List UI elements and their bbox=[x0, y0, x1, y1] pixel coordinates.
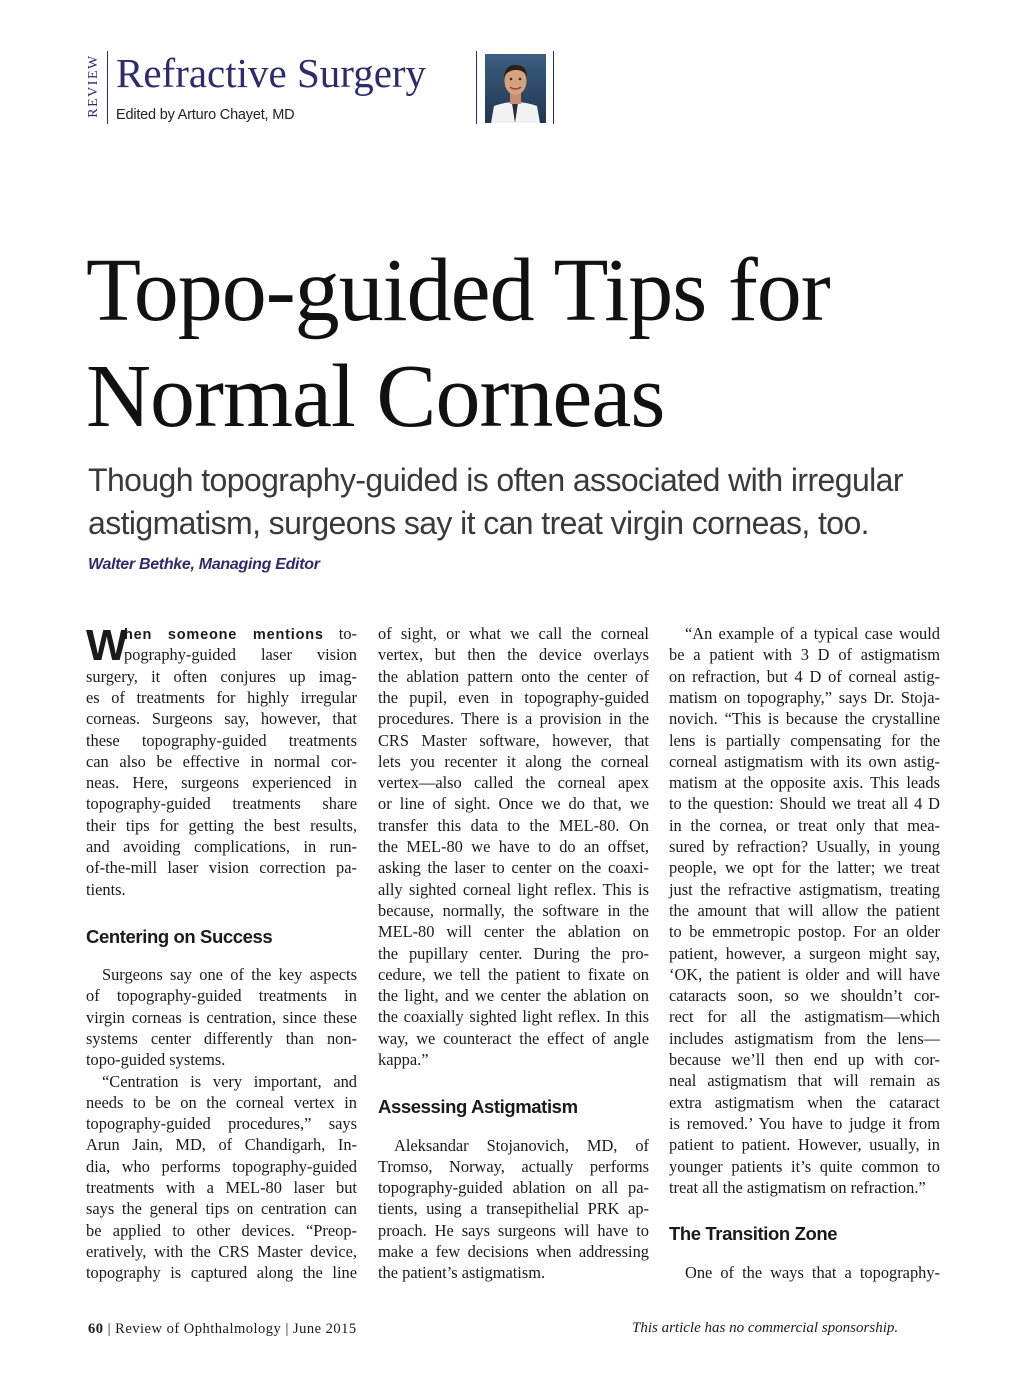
text-line: says the general tips on centration can bbox=[86, 1199, 357, 1219]
text-line: be applied to other devices. “Preop- bbox=[86, 1220, 357, 1240]
text-line: in the cornea, or treat only that mea- bbox=[669, 815, 940, 835]
text-line: the patient’s astigmatism. bbox=[378, 1263, 546, 1283]
text-line: younger patients it’s quite common to bbox=[669, 1156, 940, 1176]
text-line: way, we counteract the effect of angle bbox=[378, 1028, 649, 1048]
text-line: corneas. Surgeons say, however, that bbox=[86, 709, 357, 729]
text-line: be a patient with 3 D of astigmatism bbox=[669, 645, 940, 665]
text-line: just the refractive astigmatism, treating bbox=[669, 879, 940, 899]
text-line: topo-guided systems. bbox=[86, 1050, 226, 1070]
text-line: transfer this data to the MEL-80. On bbox=[378, 815, 649, 835]
text-line: the ablation pattern onto the center of bbox=[378, 666, 649, 686]
text-line: surgery, it often conjures up imag- bbox=[86, 666, 357, 686]
footer-separator: | bbox=[285, 1321, 289, 1337]
text-line: treatments with a MEL-80 laser but bbox=[86, 1178, 357, 1197]
text-line: “Centration is very important, and bbox=[102, 1071, 357, 1091]
intro-first-line bbox=[124, 623, 357, 645]
subhead-assessing: Assessing Astigmatism bbox=[378, 1096, 578, 1117]
text-line: Arun Jain, MD, of Chandigarh, In- bbox=[86, 1135, 357, 1155]
text-line: Surgeons say one of the key aspects bbox=[102, 965, 357, 984]
text-line: the light, and we center the ablation on bbox=[378, 986, 649, 1006]
text-line: virgin corneas is centration, since these bbox=[86, 1007, 357, 1027]
text-line: cataracts soon, so we shouldn’t cor- bbox=[669, 986, 940, 1006]
text-line: topography is captured along the line bbox=[86, 1263, 357, 1283]
footer-separator: | bbox=[107, 1321, 112, 1337]
review-label: REVIEW bbox=[86, 54, 101, 118]
text-line: CRS Master software, however, that bbox=[378, 730, 649, 750]
text-line: Aleksandar Stojanovich, MD, of bbox=[394, 1135, 649, 1155]
deck-line-2: astigmatism, surgeons say it can treat virgin corneas, too. bbox=[88, 505, 869, 541]
text-line: topography-guided procedures,” says bbox=[86, 1114, 357, 1134]
issue-date: June 2015 bbox=[292, 1321, 357, 1337]
byline: Walter Bethke, Managing Editor bbox=[88, 556, 320, 573]
text-line: es of treatments for highly irregular bbox=[86, 687, 357, 707]
text-line: is removed.’ You have to judge it from bbox=[669, 1113, 940, 1133]
text-line: matism on topography,” says Dr. Stoja- bbox=[669, 687, 940, 707]
subhead-transition: The Transition Zone bbox=[669, 1223, 838, 1244]
text-line: systems center differently than non- bbox=[86, 1028, 357, 1048]
text-line: the pupillary center. During the pro- bbox=[378, 943, 649, 963]
text-line: the pupil, even in topography-guided bbox=[378, 687, 649, 707]
header-divider-left bbox=[107, 51, 108, 124]
text-line: eratively, with the CRS Master device, bbox=[86, 1241, 357, 1261]
text-line: tients, using a transepithelial PRK ap- bbox=[378, 1199, 649, 1219]
drop-cap: W bbox=[86, 621, 128, 670]
text-line: sured by refraction? Usually, in young bbox=[669, 837, 940, 856]
text-line: of sight, or what we call the corneal bbox=[378, 624, 649, 643]
text-line: their tips for getting the best results, bbox=[86, 815, 357, 835]
subhead-centering: Centering on Success bbox=[86, 926, 273, 947]
text-line: or line of sight. Once we do that, we bbox=[378, 794, 649, 814]
text-line: make a few decisions when addressing bbox=[378, 1242, 649, 1261]
deck-line-1: Though topography-guided is often associated with irregular bbox=[88, 462, 903, 498]
text-line: rect for all the astigmatism—which bbox=[669, 1007, 940, 1027]
editor-credit: Edited by Arturo Chayet, MD bbox=[116, 107, 295, 123]
page-number: 60 bbox=[88, 1321, 104, 1337]
text-line: procedures. There is a provision in the bbox=[378, 709, 649, 729]
intro-run-in: hen someone mentions bbox=[124, 627, 324, 643]
section-title: Refractive Surgery bbox=[116, 50, 427, 96]
text-line: topography-guided treatments share bbox=[86, 794, 357, 814]
text-line: and avoiding complications, in run- bbox=[86, 837, 357, 856]
text-line: treat all the astigmatism on refraction.” bbox=[669, 1177, 926, 1197]
header-divider-right bbox=[553, 51, 554, 124]
text-line: matism at the opposite axis. This leads bbox=[669, 773, 940, 793]
text-line: these topography-guided treatments bbox=[86, 730, 357, 750]
editor-headshot-photo bbox=[485, 54, 546, 123]
text-line: One of the ways that a topography- bbox=[685, 1263, 940, 1283]
text-line: to the question: Should we treat all 4 D bbox=[669, 794, 940, 814]
text-line: vertex, but then the device overlays bbox=[378, 645, 649, 665]
intro-first-rest: to- bbox=[338, 624, 357, 643]
text-line: topography-guided ablation on all pa- bbox=[378, 1178, 649, 1198]
text-line: dia, who performs topography-guided bbox=[86, 1156, 357, 1176]
journal-name: Review of Ophthalmology bbox=[115, 1321, 282, 1337]
text-line: the MEL-80 we have to do an offset, bbox=[378, 837, 649, 856]
text-line: because, normally, the software in the bbox=[378, 900, 649, 920]
headshot-image bbox=[485, 54, 546, 123]
text-line: ally sighted corneal light reflex. This is bbox=[378, 879, 649, 899]
text-line: patient to patient. However, usually, in bbox=[669, 1135, 940, 1155]
text-line: cedure, we tell the patient to fixate on bbox=[378, 964, 649, 984]
text-line: lens is partially compensating for the bbox=[669, 730, 940, 750]
text-line: patient, however, a surgeon might say, bbox=[669, 943, 940, 963]
text-line: because we’ll then end up with cor- bbox=[669, 1050, 940, 1069]
text-line: pography-guided laser vision bbox=[124, 645, 357, 665]
sponsorship-note: This article has no commercial sponsorship. bbox=[632, 1320, 899, 1336]
text-line: of-the-mill laser vision correction pa- bbox=[86, 858, 357, 878]
text-line: neal astigmatism that will remain as bbox=[669, 1071, 940, 1091]
text-line: “An example of a typical case would bbox=[685, 624, 940, 643]
text-line: the coaxially sighted light reflex. In this bbox=[378, 1007, 649, 1027]
text-line: the amount that will allow the patient bbox=[669, 900, 940, 920]
text-line: includes astigmatism from the lens— bbox=[669, 1028, 940, 1048]
text-line: asking the laser to center on the coaxi- bbox=[378, 858, 649, 878]
text-line: on refraction, but 4 D of corneal astig- bbox=[669, 666, 940, 686]
text-line: tients. bbox=[86, 879, 126, 899]
text-line: to be emmetropic postop. For an older bbox=[669, 922, 940, 942]
text-line: proach. He says surgeons will have to bbox=[378, 1220, 649, 1240]
header-divider-mid bbox=[476, 51, 477, 124]
headline-line-1: Topo-guided Tips for bbox=[86, 241, 830, 340]
text-line: Tromso, Norway, actually performs bbox=[378, 1156, 649, 1176]
text-line: novich. “This is because the crystalline bbox=[669, 709, 940, 729]
footer-folio bbox=[88, 1321, 357, 1338]
text-line: can also be effective in normal cor- bbox=[86, 751, 357, 771]
text-line: corneal astigmatism with its own astig- bbox=[669, 751, 940, 771]
text-line: ‘OK, the patient is older and will have bbox=[669, 964, 940, 984]
text-line: vertex—also called the corneal apex bbox=[378, 773, 649, 793]
text-line: people, we opt for the latter; we treat bbox=[669, 858, 940, 878]
text-line: kappa.” bbox=[378, 1050, 429, 1069]
text-line: neas. Here, surgeons experienced in bbox=[86, 773, 357, 793]
text-line: lets you recenter it along the corneal bbox=[378, 751, 649, 771]
text-line: needs to be on the corneal vertex in bbox=[86, 1092, 357, 1112]
headline-line-2: Normal Corneas bbox=[86, 347, 665, 446]
text-line: MEL-80 will center the ablation on bbox=[378, 922, 649, 942]
text-line: of topography-guided treatments in bbox=[86, 986, 357, 1006]
text-line: extra astigmatism when the cataract bbox=[669, 1092, 940, 1112]
